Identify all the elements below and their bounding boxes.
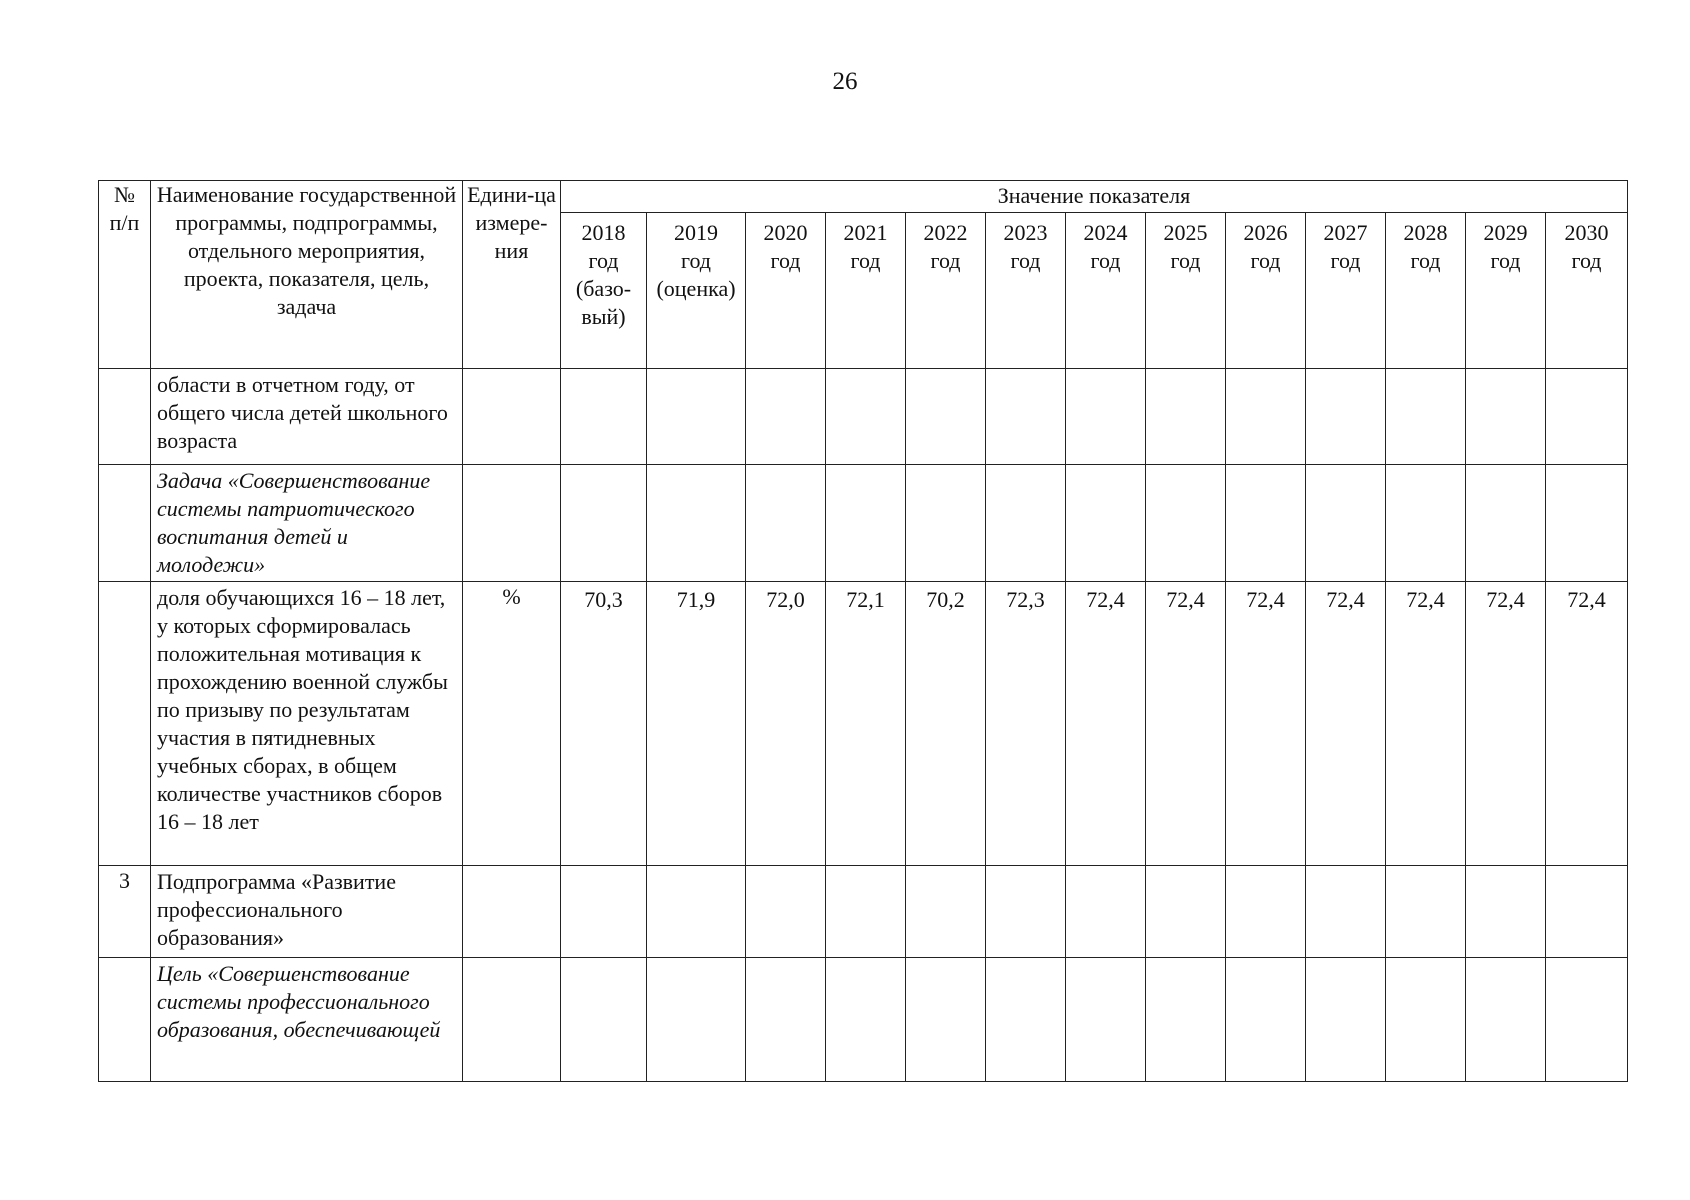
row-unit: % [463,582,561,866]
row-value-2019 [647,369,746,465]
row-value-2025 [1146,958,1226,1082]
row-unit [463,369,561,465]
row-value-2028: 72,4 [1386,582,1466,866]
header-year-2020 [746,213,826,369]
row-value-2023 [986,958,1066,1082]
row-unit [463,866,561,958]
row-value-2029 [1466,369,1546,465]
header-year-note: год [1410,248,1441,273]
row-unit [463,958,561,1082]
header-name: Наименование государственной программы, подпрограммы, отдельного мероприятия, проекта, показателя, цель, задача [151,181,463,369]
row-name: Задача «Совершенствование системы патриотического воспитания детей и молодежи» [151,465,463,582]
row-value-2020 [746,465,826,582]
header-year-note: год [1090,248,1121,273]
header-num: № п/п [99,181,151,369]
header-year-note: год [1330,248,1361,273]
row-value-2019: 71,9 [647,582,746,866]
header-year-label: 2018 [581,220,626,245]
header-year-label: 2028 [1403,220,1448,245]
row-value-2024 [1066,866,1146,958]
row-value-2027 [1306,866,1386,958]
row-value-2028 [1386,369,1466,465]
row-value-2027 [1306,465,1386,582]
row-num [99,958,151,1082]
row-value-2024: 72,4 [1066,582,1146,866]
table-body [99,369,1628,1082]
row-value-2030 [1546,369,1628,465]
page-number: 26 [832,68,858,95]
row-value-2029 [1466,958,1546,1082]
row-value-2023 [986,369,1066,465]
row-value-2021 [826,465,906,582]
header-year-label: 2030 [1564,220,1609,245]
row-value-2030 [1546,866,1628,958]
row-value-2027 [1306,958,1386,1082]
header-year-label: 2019 [674,220,718,245]
header-year-label: 2025 [1163,220,1208,245]
row-value-2026: 72,4 [1226,582,1306,866]
row-unit [463,465,561,582]
header-year-note: год [1250,248,1281,273]
header-year-label: 2022 [923,220,968,245]
row-value-2021: 72,1 [826,582,906,866]
header-year-label: 2021 [843,220,888,245]
row-value-2018 [561,465,647,582]
row-value-2024 [1066,465,1146,582]
table-row [99,465,1628,582]
row-value-2022 [906,369,986,465]
row-value-2021 [826,369,906,465]
row-value-2023 [986,866,1066,958]
row-value-2026 [1226,465,1306,582]
header-year-2028 [1386,213,1466,369]
table-row [99,369,1628,465]
row-value-2020 [746,369,826,465]
row-value-2030: 72,4 [1546,582,1628,866]
header-year-label: 2024 [1083,220,1128,245]
row-value-2023: 72,3 [986,582,1066,866]
row-value-2020: 72,0 [746,582,826,866]
indicator-table-wrapper [98,180,1628,1082]
header-year-2022 [906,213,986,369]
header-year-2024 [1066,213,1146,369]
table-header [99,181,1628,369]
row-value-2020 [746,958,826,1082]
row-value-2018: 70,3 [561,582,647,866]
header-year-2019 [647,213,746,369]
header-year-note: год [850,248,881,273]
row-value-2024 [1066,958,1146,1082]
header-year-note: год [1170,248,1201,273]
header-year-2018 [561,213,647,369]
header-year-note: год (оценка) [656,248,736,301]
row-value-2019 [647,866,746,958]
header-year-note: год [930,248,961,273]
row-value-2026 [1226,369,1306,465]
header-year-label: 2026 [1243,220,1288,245]
row-value-2026 [1226,958,1306,1082]
header-year-label: 2020 [763,220,808,245]
row-num: 3 [99,866,151,958]
row-value-2022: 70,2 [906,582,986,866]
row-value-2021 [826,866,906,958]
header-year-2023 [986,213,1066,369]
row-value-2018 [561,866,647,958]
header-year-label: 2027 [1323,220,1368,245]
header-unit: Едини-ца измере-ния [463,181,561,369]
header-year-2021 [826,213,906,369]
header-year-note: год [1571,248,1602,273]
row-value-2028 [1386,866,1466,958]
header-year-2029 [1466,213,1546,369]
row-value-2025 [1146,866,1226,958]
header-year-note: год [1010,248,1041,273]
row-value-2028 [1386,958,1466,1082]
row-name: доля обучающихся 16 – 18 лет, у которых сформировалась положительная мотивация к прохождению военной службы по призыву по результатам участия в пятидневных учебных сборах, в общем количестве участников сборов 16 – 18 лет [151,582,463,866]
row-value-2024 [1066,369,1146,465]
row-value-2023 [986,465,1066,582]
row-value-2025 [1146,369,1226,465]
row-num [99,465,151,582]
row-value-2027 [1306,369,1386,465]
row-value-2020 [746,866,826,958]
row-value-2019 [647,958,746,1082]
header-year-2026 [1226,213,1306,369]
row-value-2022 [906,958,986,1082]
row-num [99,582,151,866]
indicator-table [98,180,1628,1082]
header-year-label: 2029 [1483,220,1528,245]
table-row [99,866,1628,958]
header-year-label: 2023 [1003,220,1048,245]
row-value-2030 [1546,958,1628,1082]
row-value-2022 [906,465,986,582]
row-value-2019 [647,465,746,582]
row-value-2029 [1466,465,1546,582]
row-value-2022 [906,866,986,958]
row-value-2025 [1146,465,1226,582]
header-year-2027 [1306,213,1386,369]
row-num [99,369,151,465]
row-value-2018 [561,369,647,465]
row-name: Подпрограмма «Развитие профессионального образования» [151,866,463,958]
header-year-note: год [770,248,801,273]
row-value-2030 [1546,465,1628,582]
table-row [99,582,1628,866]
header-year-note: год (базо-вый) [575,248,632,329]
row-value-2021 [826,958,906,1082]
header-year-2025 [1146,213,1226,369]
row-value-2029 [1466,866,1546,958]
row-value-2028 [1386,465,1466,582]
header-year-2030 [1546,213,1628,369]
row-value-2027: 72,4 [1306,582,1386,866]
row-name: области в отчетном году, от общего числа детей школьного возраста [151,369,463,465]
row-value-2026 [1226,866,1306,958]
table-row [99,958,1628,1082]
row-value-2025: 72,4 [1146,582,1226,866]
row-value-2018 [561,958,647,1082]
header-values-group: Значение показателя [561,181,1628,213]
row-value-2029: 72,4 [1466,582,1546,866]
row-name: Цель «Совершенствование системы профессионального образования, обеспечивающей [151,958,463,1082]
header-year-note: год [1490,248,1521,273]
